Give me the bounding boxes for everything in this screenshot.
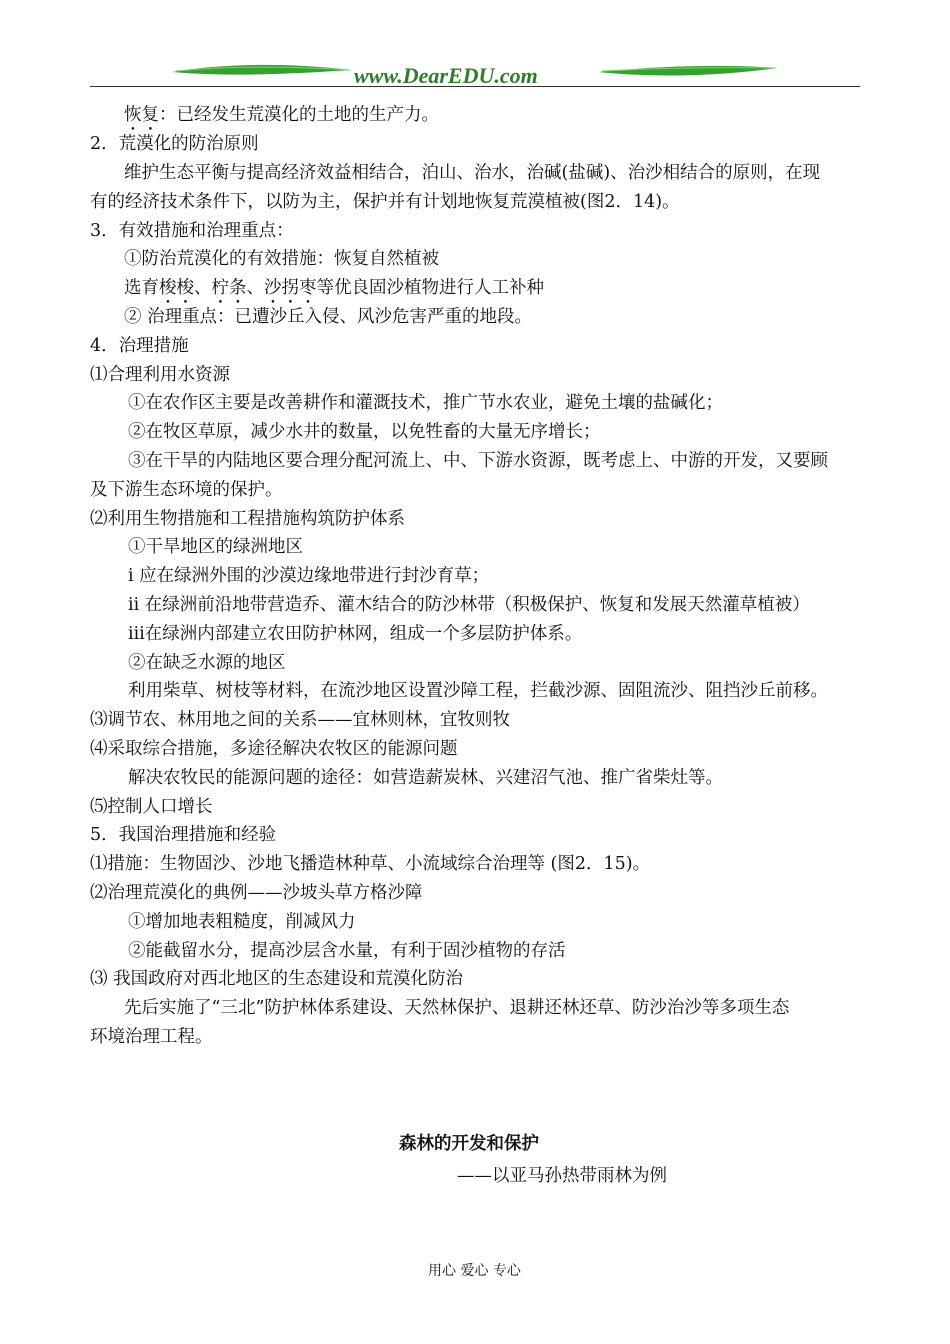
- subheading-line: ⑸控制人口增长: [90, 797, 213, 817]
- text-line: 解决农牧民的能源问题的途径：如营造薪炭林、兴建沼气池、推广省柴灶等。: [128, 768, 723, 788]
- text-line: ②能截留水分，提高沙层含水量，有利于固沙植物的存活: [128, 941, 566, 961]
- text-line: 恢复：已经发生荒漠化的土地的生产力。: [124, 105, 439, 125]
- text-line: 环境治理工程。: [90, 1027, 213, 1047]
- subheading-line: ⑵治理荒漠化的典例——沙坡头草方格沙障: [90, 883, 423, 903]
- text-line: 维护生态平衡与提高经济效益相结合，泊山、治水，治碱(盐碱)、治沙相结合的原则，在现: [124, 163, 821, 183]
- text-line: ⅰ 应在绿洲外围的沙漠边缘地带进行封沙育草；: [128, 566, 490, 586]
- subheading-line: ⑷采取综合措施，多途径解决农牧区的能源问题: [90, 739, 458, 759]
- page-footer: 用心 爱心 专心: [428, 1263, 521, 1279]
- heading-line: 4．治理措施: [90, 336, 189, 356]
- text-line: ⅱ 在绿洲前沿地带营造乔、灌木结合的防沙林带（积极保护、恢复和发展天然灌草植被）: [128, 595, 810, 615]
- text-line: 先后实施了“三北”防护林体系建设、天然林保护、退耕还林还草、防沙治沙等多项生态: [124, 998, 790, 1018]
- text-line: ③在干旱的内陆地区要合理分配河流上、中、下游水资源，既考虑上、中游的开发，又要顾: [128, 451, 828, 471]
- heading-line: 5．我国治理措施和经验: [90, 825, 277, 845]
- text-line: 利用柴草、树枝等材料，在流沙地区设置沙障工程，拦截沙源、固阻流沙、阻挡沙丘前移。: [128, 681, 828, 701]
- text-line: 选育梭梭、柠条、沙拐枣等优良固沙植物进行人工补种: [124, 278, 544, 298]
- subheading-line: ⑵利用生物措施和工程措施构筑防护体系: [90, 509, 405, 529]
- text-line: ②在牧区草原，减少水井的数量，以免牲畜的大量无序增长；: [128, 422, 601, 442]
- header-divider: [90, 86, 860, 87]
- heading-line: 2．荒漠化的防治原则: [90, 134, 259, 154]
- subheading-line: ⑴措施：生物固沙、沙地飞播造林种草、小流域综合治理等 (图2．15)。: [90, 854, 651, 874]
- text-line: ①干旱地区的绿洲地区: [128, 537, 303, 557]
- text-line: 及下游生态环境的保护。: [90, 480, 283, 500]
- subheading-line: ⑴合理利用水资源: [90, 365, 230, 385]
- heading-line: 3．有效措施和治理重点：: [90, 221, 294, 241]
- text-line: 有的经济技术条件下，以防为主，保护并有计划地恢复荒漠植被(图2．14)。: [90, 192, 680, 212]
- text-line: ①增加地表粗糙度，削减风力: [128, 912, 356, 932]
- site-logo-text: www.DearEDU.com: [354, 63, 538, 88]
- section-subtitle: ——以亚马孙热带雨林为例: [457, 1166, 667, 1186]
- section-title: 森林的开发和保护: [399, 1134, 539, 1154]
- text-line: ⅲ在绿洲内部建立农田防护林网，组成一个多层防护体系。: [128, 624, 583, 644]
- text-line: ②在缺乏水源的地区: [128, 653, 286, 673]
- text-line: ② 治理重点：已遭沙丘入侵、风沙危害严重的地段。: [124, 307, 533, 327]
- subheading-line: ⑶调节农、林用地之间的关系——宜林则林，宜牧则牧: [90, 710, 510, 730]
- text-line: ①在农作区主要是改善耕作和灌溉技术，推广节水农业，避免土壤的盐碱化；: [128, 393, 723, 413]
- text-line: ①防治荒漠化的有效措施：恢复自然植被: [124, 249, 439, 269]
- page-header: [0, 0, 950, 95]
- subheading-line: ⑶ 我国政府对西北地区的生态建设和荒漠化防治: [90, 969, 464, 989]
